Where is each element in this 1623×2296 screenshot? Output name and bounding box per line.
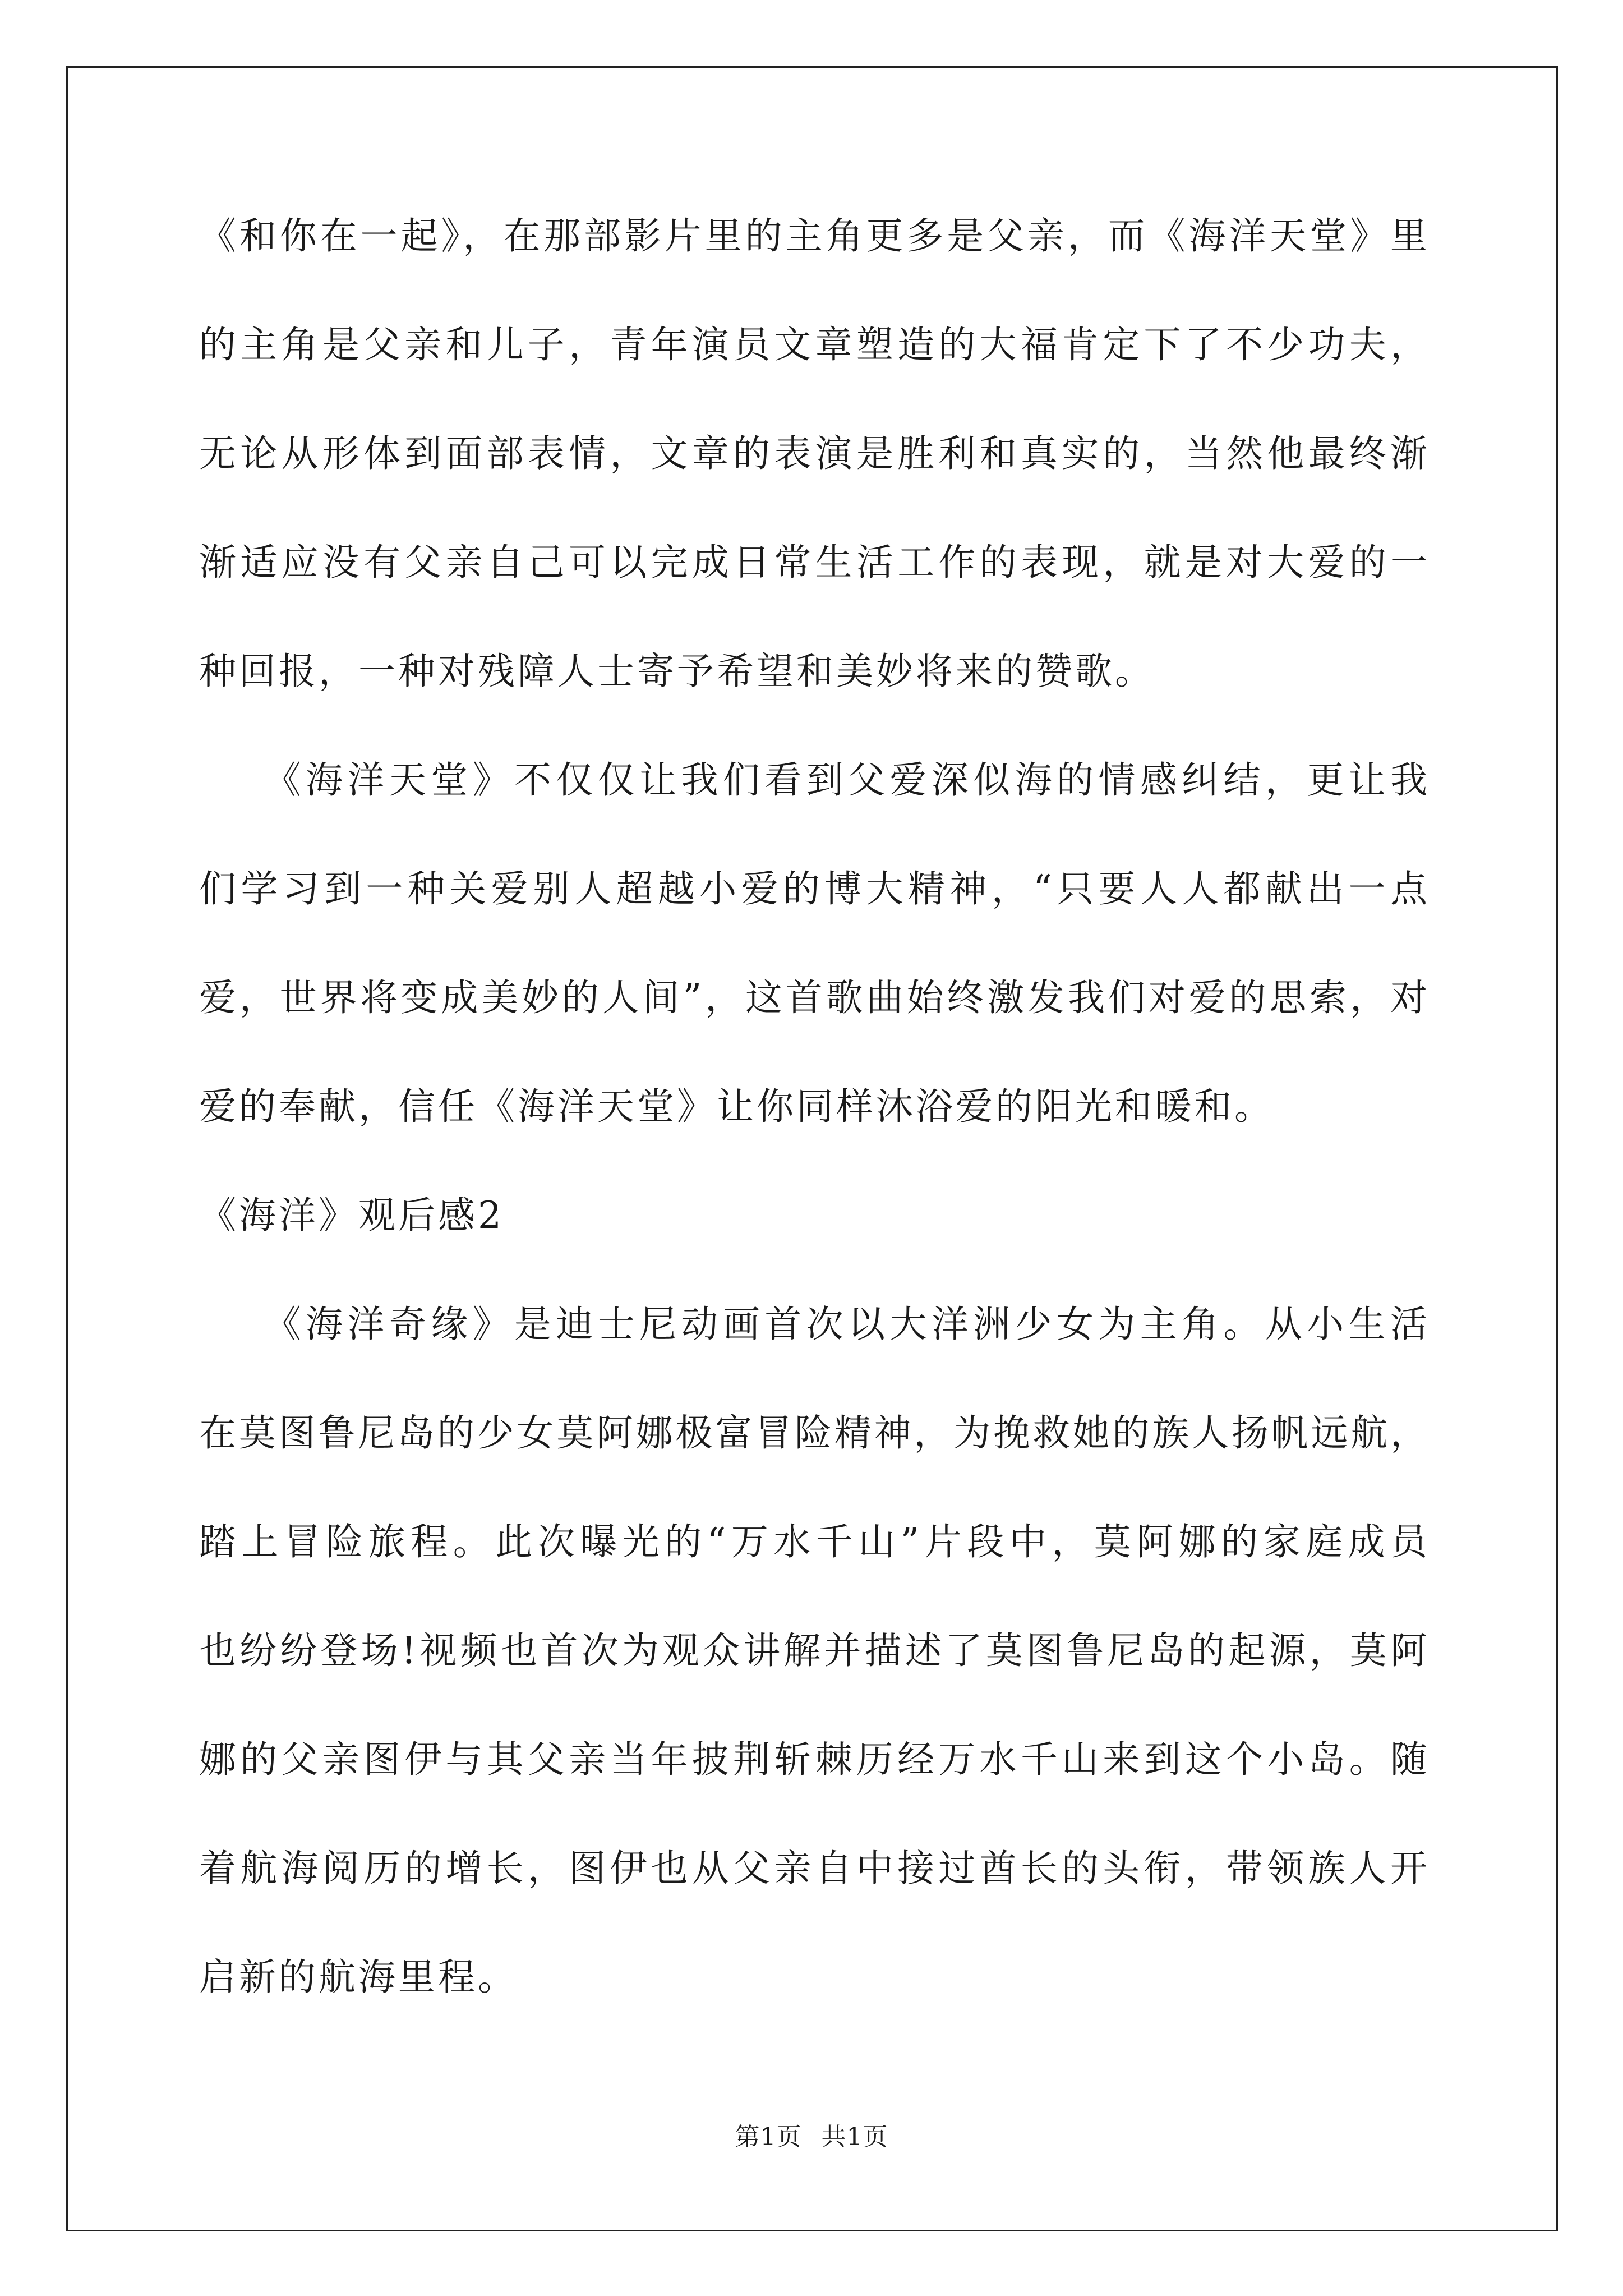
text-line: 爱的奉献，信任《海洋天堂》让你同样沐浴爱的阳光和暖和。 <box>199 1085 1274 1128</box>
page-border <box>66 66 1558 2231</box>
text-line: 启新的航海里程。 <box>199 1955 518 1999</box>
text-line: 渐适应没有父亲自己可以完成日常生活工作的表现，就是对大爱的一 <box>199 541 1427 584</box>
text-line: 娜的父亲图伊与其父亲当年披荆斩棘历经万水千山来到这个小岛。随 <box>199 1738 1427 1781</box>
text-line: 在莫图鲁尼岛的少女莫阿娜极富冒险精神，为挽救她的族人扬帆远航， <box>199 1411 1427 1455</box>
page-footer <box>0 2125 1623 2150</box>
text-line: 《海洋奇缘》是迪士尼动画首次以大洋洲少女为主角。从小生活 <box>199 1303 1427 1346</box>
text-line: 也纷纷登场!视频也首次为观众讲解并描述了莫图鲁尼岛的起源，莫阿 <box>199 1629 1427 1672</box>
text-line: 的主角是父亲和儿子，青年演员文章塑造的大福肯定下了不少功夫， <box>199 323 1427 366</box>
section-heading: 《海洋》观后感2 <box>199 1194 504 1237</box>
text-line: 着航海阅历的增长，图伊也从父亲自中接过酋长的头衔，带领族人开 <box>199 1847 1427 1890</box>
page-number: 第1页 <box>735 2123 802 2151</box>
text-line: 们学习到一种关爱别人超越小爱的博大精神，“只要人人都献出一点 <box>199 867 1427 910</box>
text-line: 无论从形体到面部表情，文章的表演是胜利和真实的，当然他最终渐 <box>199 432 1427 475</box>
text-line: 《和你在一起》，在那部影片里的主角更多是父亲，而《海洋天堂》里 <box>199 214 1427 257</box>
page-total: 共1页 <box>821 2123 888 2151</box>
text-line: 爱，世界将变成美妙的人间”，这首歌曲始终激发我们对爱的思索，对 <box>199 976 1427 1019</box>
text-line: 《海洋天堂》不仅仅让我们看到父爱深似海的情感纠结，更让我 <box>199 758 1427 802</box>
text-line: 种回报，一种对残障人士寄予希望和美妙将来的赞歌。 <box>199 650 1155 693</box>
text-line: 踏上冒险旅程。此次曝光的“万水千山”片段中，莫阿娜的家庭成员 <box>199 1520 1427 1563</box>
